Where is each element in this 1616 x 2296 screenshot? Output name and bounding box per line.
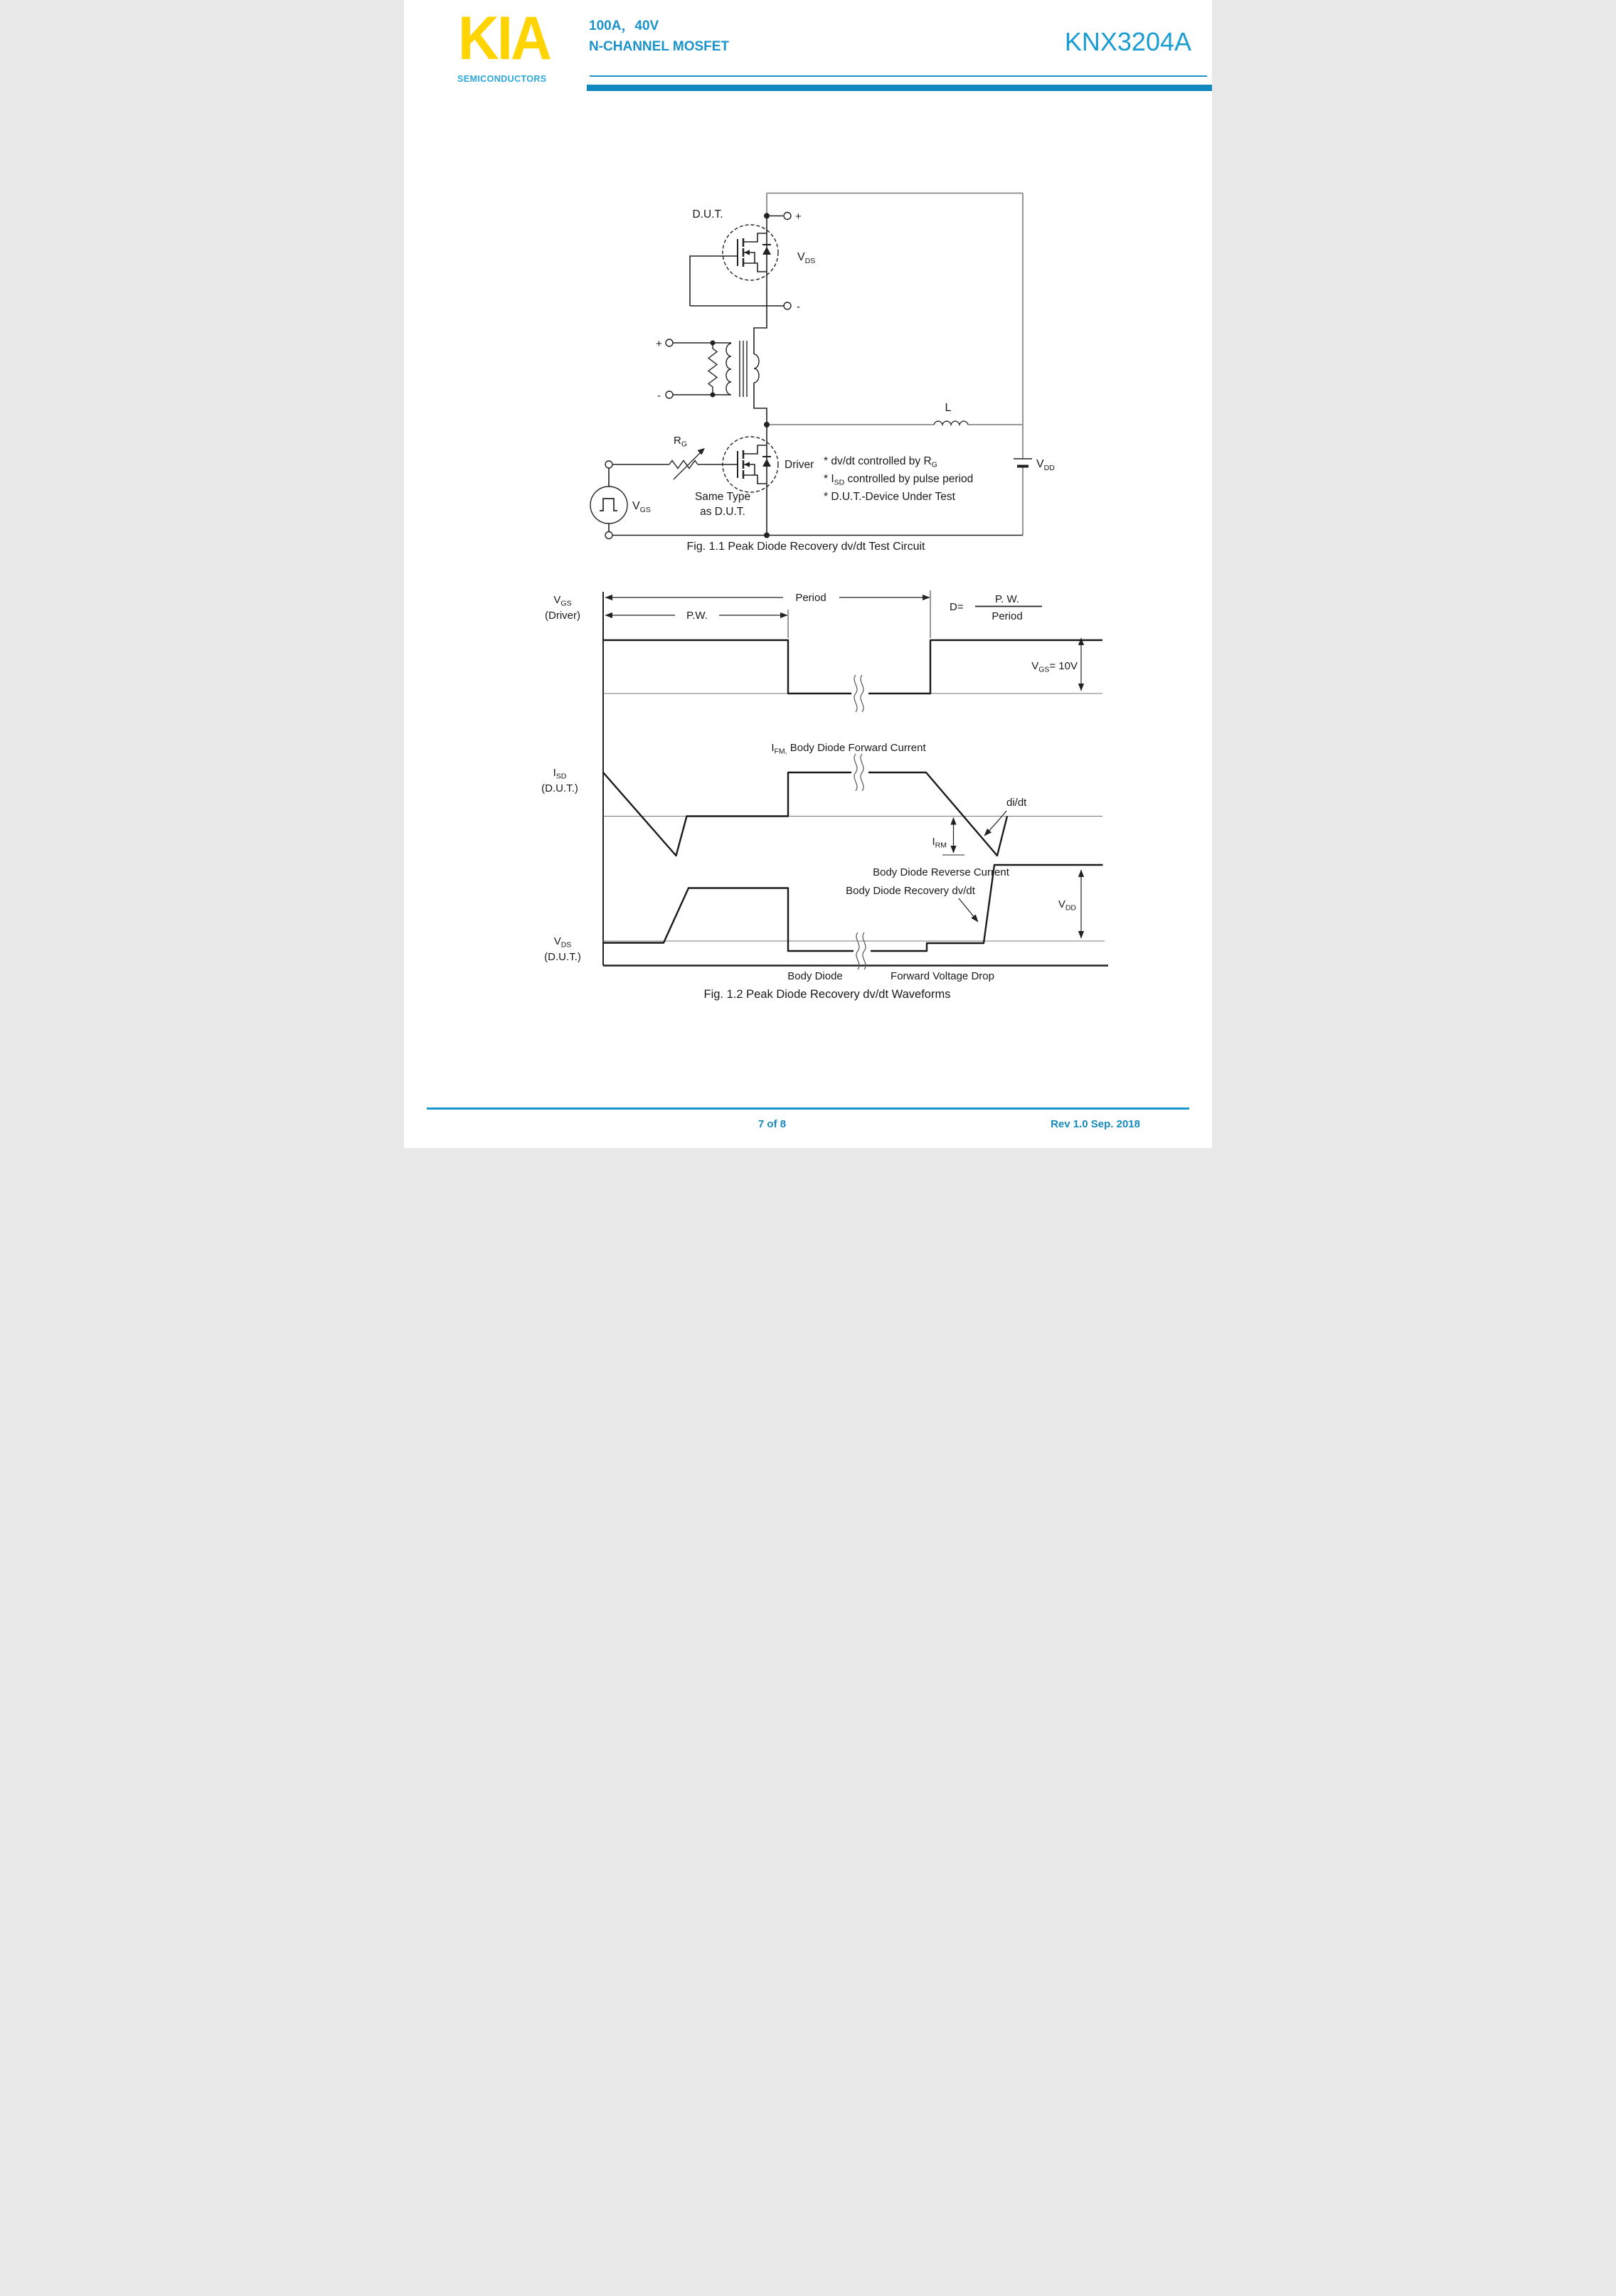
- isd-axis-label2: (D.U.T.): [541, 782, 578, 794]
- body-diode-label: Body Diode: [787, 970, 843, 982]
- vds-axis-label: $V_{DS}$: [553, 935, 572, 950]
- header-thin-rule: [590, 75, 1207, 77]
- note-dut: * D.U.T.-Device Under Test: [824, 491, 955, 503]
- main-vertical-chain: [754, 213, 767, 536]
- minus-top-label: -: [797, 301, 800, 313]
- same-type-line1: Same Type: [694, 491, 751, 503]
- vdd-label: $V_{DD}$: [1036, 458, 1055, 472]
- ifm-label: $I_{FM,}$ Body Diode Forward Current: [771, 742, 926, 756]
- page-number: 7 of 8: [758, 1118, 787, 1130]
- driver-mosfet-symbol: [738, 445, 771, 484]
- vgs-10v-label: $V_{GS}= 10V$: [1031, 660, 1078, 674]
- dut-body-diode-icon: [762, 247, 771, 255]
- period-label: Period: [795, 592, 826, 604]
- revision-label: Rev 1.0 Sep. 2018: [1051, 1118, 1140, 1130]
- recovery-label: Body Diode Recovery dv/dt: [846, 885, 975, 897]
- driver-body-diode-icon: [762, 459, 771, 467]
- duty-cycle-formula: [950, 593, 1042, 622]
- xfmr-minus-terminal: [666, 391, 673, 398]
- xfmr-core: [740, 341, 747, 397]
- part-number: KNX3204A: [1064, 27, 1191, 56]
- irm-label: $I_{RM}$: [932, 836, 947, 850]
- rg-label: $R_G$: [674, 435, 688, 449]
- vds-axis-label2: (D.U.T.): [544, 951, 581, 963]
- source-junction-dot: [764, 533, 770, 538]
- fig1-caption: Fig. 1.1 Peak Diode Recovery dv/dt Test Circuit: [686, 541, 925, 553]
- vgs-source-circle: [590, 487, 627, 523]
- gate-terminal: [605, 461, 612, 468]
- vgs-source-label: $V_{GS}$: [632, 500, 651, 514]
- isd-axis-label: $I_{SD}$: [553, 767, 567, 781]
- recovery-arrow: [959, 898, 978, 922]
- dut-mosfet-symbol: [690, 233, 771, 306]
- duty-numerator: P. W.: [995, 593, 1019, 605]
- duty-denominator: Period: [992, 610, 1023, 622]
- didt-label: di/dt: [1006, 797, 1027, 809]
- fig2-caption: Fig. 1.2 Peak Diode Recovery dv/dt Waveforms: [703, 988, 951, 1001]
- plus-junction-dot: [764, 213, 770, 219]
- vds-label: $V_{DS}$: [797, 251, 816, 265]
- device-summary: [589, 16, 729, 58]
- minus-terminal: [784, 302, 791, 309]
- waveform-diagram: [500, 569, 1211, 1003]
- footer-rule: [427, 1107, 1189, 1110]
- driver-label: Driver: [785, 459, 814, 471]
- inductor-symbol: [934, 421, 968, 425]
- pw-label: P.W.: [686, 610, 708, 622]
- pulse-icon: [600, 499, 617, 511]
- duty-lhs: D=: [950, 601, 964, 613]
- note-isd: * $I_{SD}$ controlled by pulse period: [824, 473, 974, 487]
- plus-terminal: [784, 213, 791, 220]
- rg-resistor: [669, 461, 698, 469]
- device-rating: 100A，40V: [589, 18, 659, 33]
- same-type-line2: as D.U.T.: [700, 506, 745, 518]
- xfmr-minus-label: -: [657, 390, 661, 402]
- datasheet-page: [404, 0, 1212, 1148]
- shunt-resistor: [708, 343, 717, 395]
- dut-label: D.U.T.: [692, 208, 723, 220]
- test-circuit-diagram: [500, 171, 1080, 576]
- note-dvdt: * dv/dt controlled by $R_G$: [824, 455, 937, 469]
- vgs-signal: [603, 640, 1102, 693]
- vgs-axis-label2: (Driver): [545, 610, 580, 622]
- vgs-return-terminal: [605, 532, 612, 539]
- xfmr-plus-label: +: [656, 338, 662, 350]
- plus-top-label: +: [795, 211, 802, 223]
- fwd-drop-label: Forward Voltage Drop: [891, 970, 994, 982]
- logo-subtitle: SEMICONDUCTORS: [457, 74, 547, 84]
- rg-variable-arrow: [674, 451, 702, 479]
- dut-gate-short: [690, 256, 738, 306]
- vds-signal: [603, 865, 1103, 951]
- xfmr-primary-coil: [726, 344, 731, 395]
- vdd-level-label: $V_{DD}$: [1058, 898, 1076, 913]
- vgs-axis-label: $V_{GS}$: [553, 594, 572, 608]
- node-b-dot: [764, 422, 770, 427]
- device-type: N-CHANNEL MOSFET: [589, 39, 730, 55]
- inductor-label: L: [945, 402, 952, 414]
- header-thick-rule: [587, 85, 1212, 91]
- circuit-notes: [824, 455, 973, 503]
- xfmr-plus-terminal: [666, 339, 673, 346]
- reverse-current-label: Body Diode Reverse Current: [873, 866, 1009, 878]
- xfmr-secondary-coil: [754, 354, 759, 383]
- kia-logo: KIA: [458, 4, 550, 73]
